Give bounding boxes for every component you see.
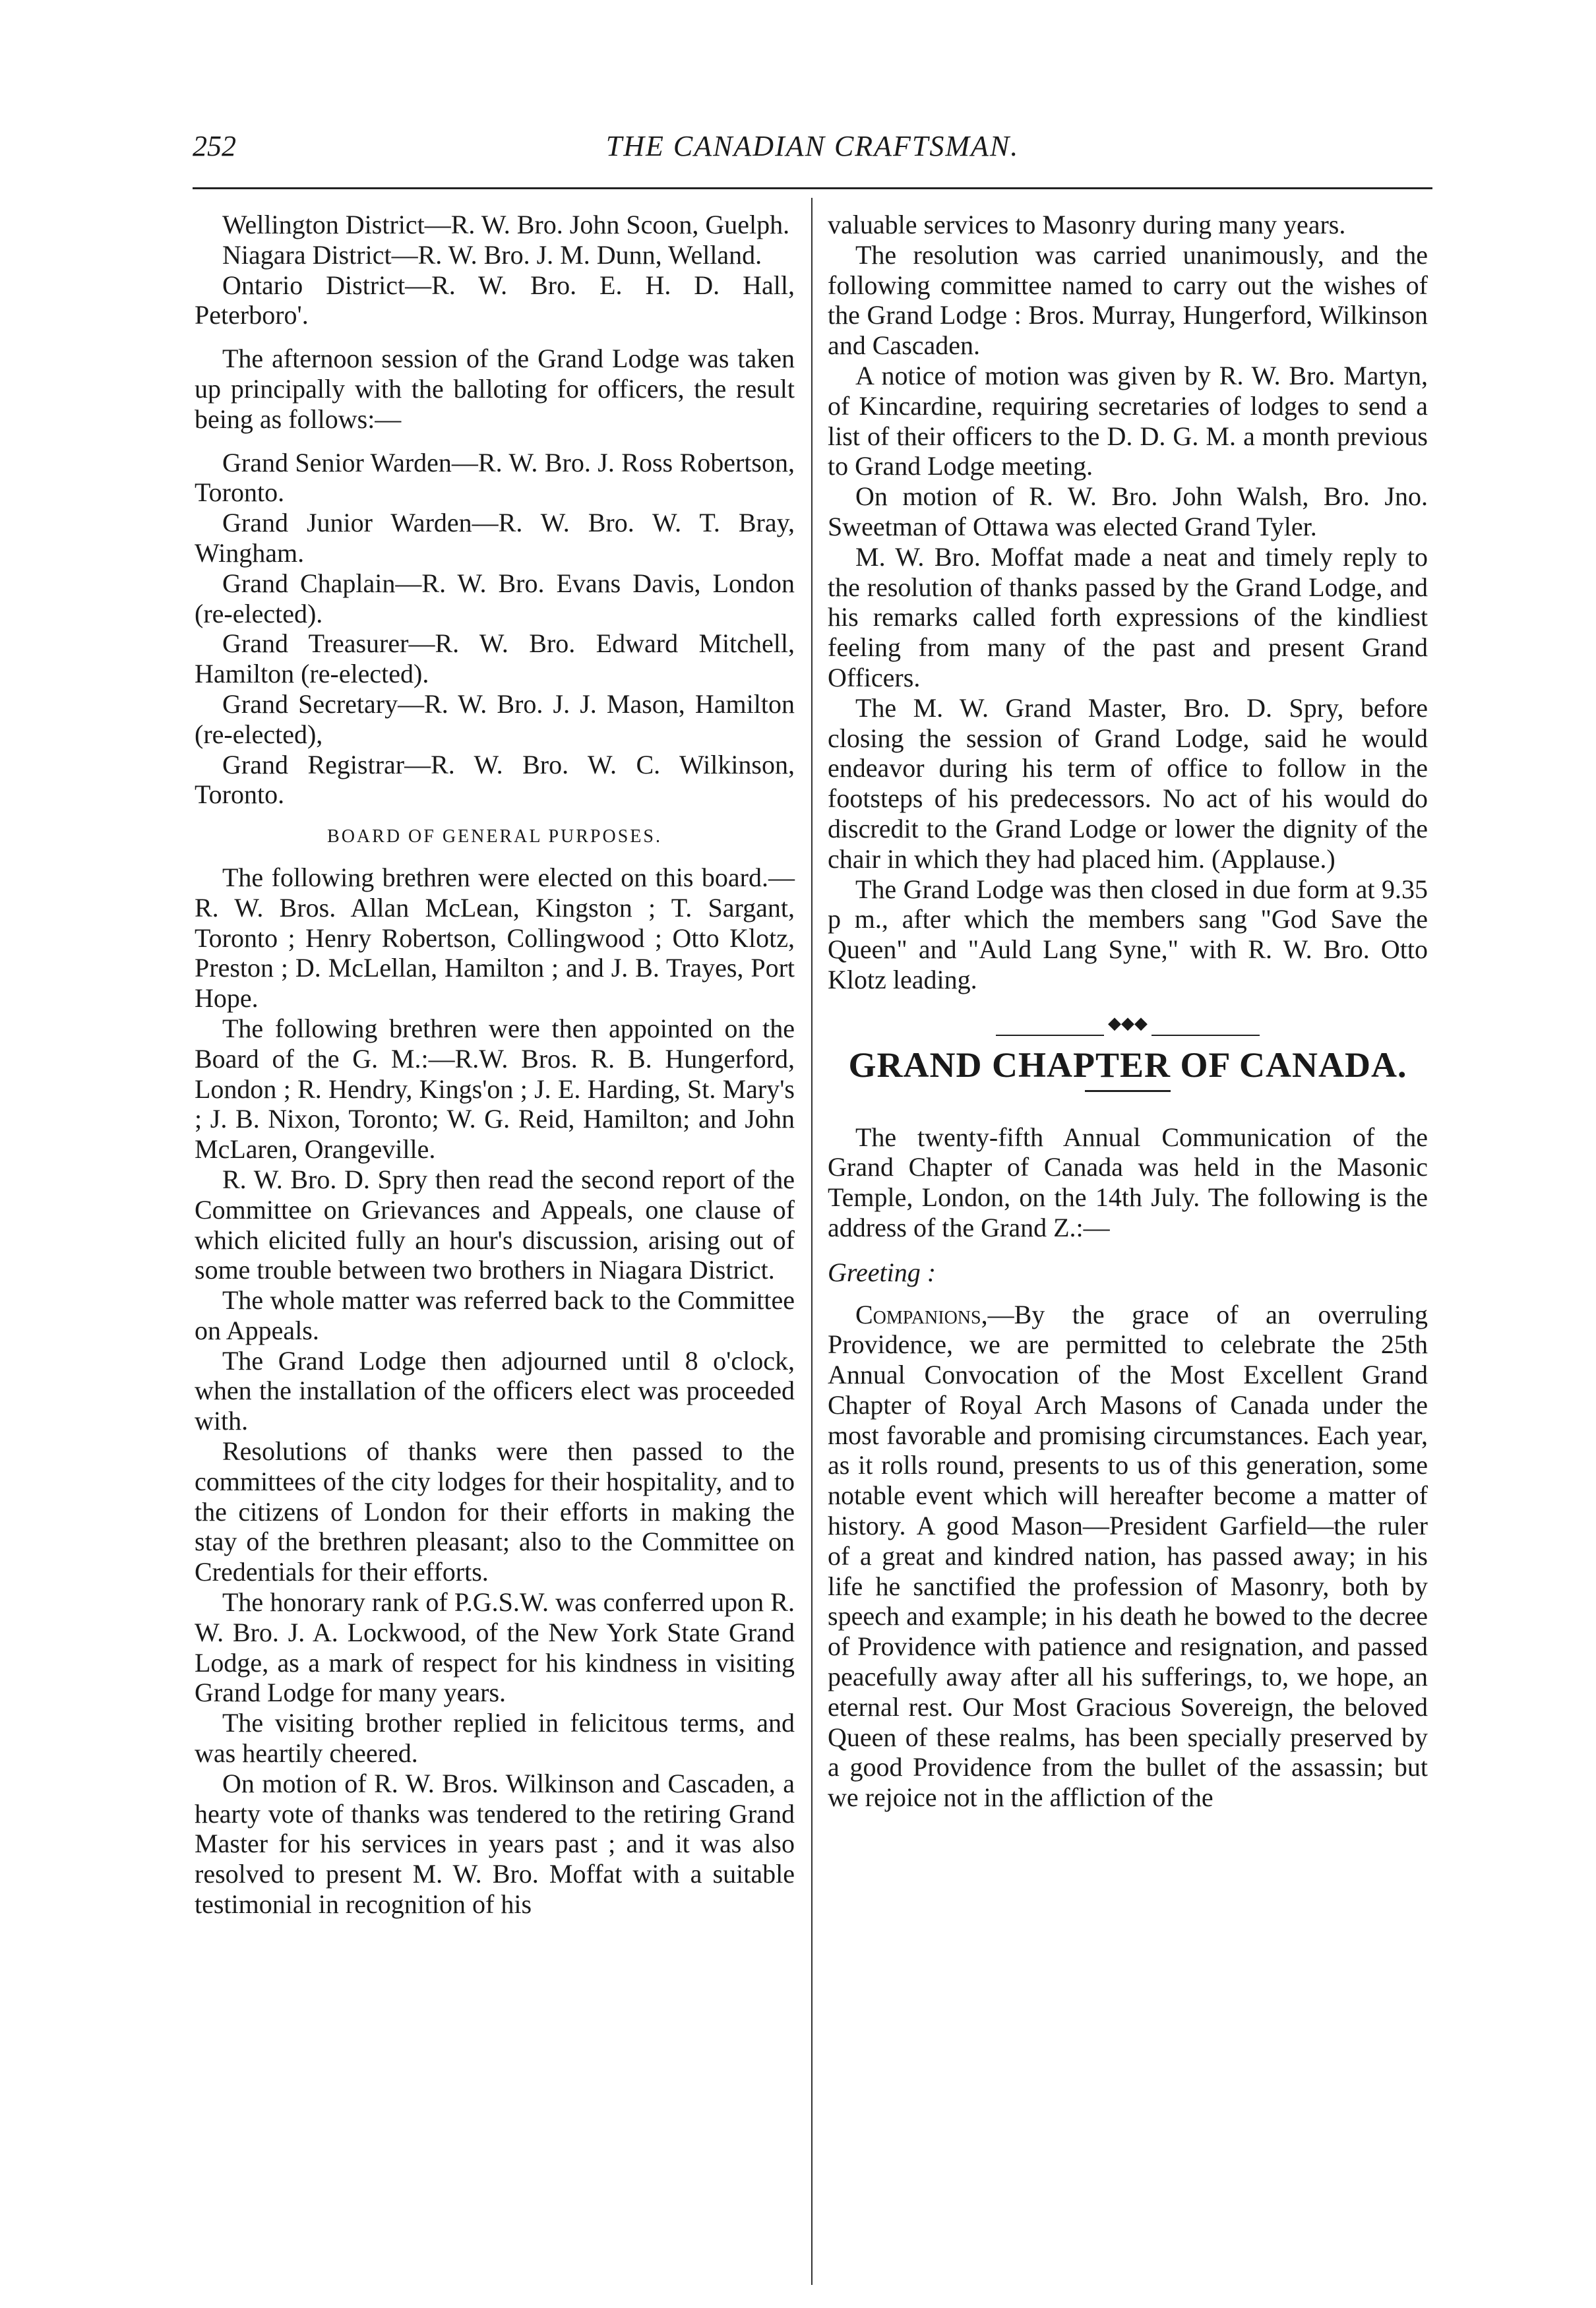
paragraph: Resolutions of thanks were then passed to the committees of the city lodges for their hospitality, and to the citizens of London for their efforts in making the stay of the brethren pleasant; also to the Committee on Credentials for their efforts. bbox=[195, 1436, 795, 1587]
paragraph: The afternoon session of the Grand Lodge was taken up principally with the balloting for officers, the result being as follows:— bbox=[195, 344, 795, 434]
paragraph: Grand Registrar—R. W. Bro. W. C. Wilkinson, Toronto. bbox=[195, 749, 795, 810]
left-column bbox=[195, 210, 795, 1920]
page-header bbox=[193, 129, 1432, 175]
paragraph: On motion of R. W. Bro. John Walsh, Bro. Jno. Sweetman of Ottawa was elected Grand Tyler. bbox=[828, 481, 1428, 541]
paragraph: The visiting brother replied in felicitous terms, and was heartily cheered. bbox=[195, 1708, 795, 1769]
paragraph: valuable services to Masonry during many years. bbox=[828, 210, 1346, 239]
paragraph: The following brethren were then appointed on the Board of the G. M.:—R.W. Bros. R. B. Hungerford, London ; R. Hendry, Kings'on ; J. E. Harding, St. Mary's ; J. B. Nixon, Toronto; W. G. Reid, Hamilton; and John McLaren, Orangeville. bbox=[195, 1013, 795, 1165]
paragraph: The whole matter was referred back to the Committee on Appeals. bbox=[195, 1285, 795, 1345]
diamond-ornament-icon: ◆◆◆ bbox=[1104, 1008, 1151, 1039]
paragraph-lead: Companions, bbox=[855, 1299, 988, 1329]
paragraph: Grand Junior Warden—R. W. Bro. W. T. Bray, Wingham. bbox=[195, 508, 795, 568]
paragraph: Grand Senior Warden—R. W. Bro. J. Ross Robertson, Toronto. bbox=[195, 447, 795, 508]
paragraph: Grand Treasurer—R. W. Bro. Edward Mitchell, Hamilton (re-elected). bbox=[195, 628, 795, 689]
paragraph: A notice of motion was given by R. W. Bro. Martyn, of Kincardine, requiring secretaries of lodges to send a list of their officers to the D. D. G. M. a month previous to Grand Lodge meeting. bbox=[828, 360, 1428, 481]
paragraph: On motion of R. W. Bros. Wilkinson and Cascaden, a hearty vote of thanks was tendered to the retiring Grand Master for his services in years past ; and it was also resolved to present M. W. Bro. Moffat with a suitable testimonial in recognition of his bbox=[195, 1768, 795, 1920]
article-title: GRAND CHAPTER OF CANADA. bbox=[848, 1045, 1407, 1085]
paragraph: The Grand Lodge then adjourned until 8 o'clock, when the installation of the officers elect was proceeded with. bbox=[195, 1345, 795, 1436]
header-rule bbox=[193, 187, 1432, 189]
paragraph-body: —By the grace of an overruling Providence, we are permitted to celebrate the 25th Annual Convocation of the Most Excellent Grand Chapter of Royal Arch Masons of Canada under the most favorable and promising circumstances. Each year, as it rolls round, presents to us of this generation, some notable event which will hereafter become a matter of history. A good Mason—President Garfield—the ruler of a great and kindred nation, has passed away; in his life he sanctified the profession of Masonry, both by speech and example; in his death he bowed to the decree of Providence with patience and resignation, and passed peacefully away after all his sufferings, to, we hope, an eternal rest. Our Most Gracious Sovereign, the beloved Queen of these realms, has been specially preserved by a good Providence from the bullet of the assassin; but we rejoice not in the affliction of the bbox=[828, 1299, 1428, 1813]
paragraph: The Grand Lodge was then closed in due form at 9.35 p m., after which the members sang "God Save the Queen" and "Auld Lang Syne," with R. W. Bro. Otto Klotz leading. bbox=[828, 874, 1428, 994]
right-column bbox=[828, 210, 1428, 1813]
paragraph: The resolution was carried unanimously, and the following committee named to carry out the wishes of the Grand Lodge : Bros. Murray, Hungerford, Wilkinson and Cascaden. bbox=[828, 239, 1428, 361]
page-number: 252 bbox=[193, 130, 236, 162]
salutation: Greeting : bbox=[828, 1257, 936, 1287]
paragraph: Wellington District—R. W. Bro. John Scoon, Guelph. bbox=[222, 210, 790, 239]
section-ornament bbox=[828, 1013, 1428, 1033]
section-heading: BOARD OF GENERAL PURPOSES. bbox=[327, 826, 662, 847]
paragraph: Grand Secretary—R. W. Bro. J. J. Mason, Hamilton (re-elected), bbox=[195, 688, 795, 749]
paragraph bbox=[828, 1300, 1428, 1813]
paragraph: The M. W. Grand Master, Bro. D. Spry, before closing the session of Grand Lodge, said he would endeavor during his term of office to follow in the footsteps of his predecessors. No act of his would do discredit to the Grand Lodge or lower the dignity of the chair in which they had placed him. (Applause.) bbox=[828, 692, 1428, 874]
running-title: THE CANADIAN CRAFTSMAN. bbox=[605, 130, 1020, 162]
title-rule bbox=[1085, 1090, 1171, 1092]
paragraph: The following brethren were elected on this board.—R. W. Bros. Allan McLean, Kingston ; T. Sargant, Toronto ; Henry Robertson, Collingwood ; Otto Klotz, Preston ; D. McLellan, Hamilton ; and J. B. Trayes, Port Hope. bbox=[195, 862, 795, 1014]
paragraph: M. W. Bro. Moffat made a neat and timely reply to the resolution of thanks passed by the Grand Lodge, and his remarks called forth expressions of the kindliest feeling from many of the past and present Grand Officers. bbox=[828, 541, 1428, 692]
paragraph: R. W. Bro. D. Spry then read the second report of the Committee on Grievances and Appeals, one clause of which elicited fully an hour's discussion, arising out of some trouble between two brothers in Niagara District. bbox=[195, 1164, 795, 1285]
paragraph: Ontario District—R. W. Bro. E. H. D. Hall, Peterboro'. bbox=[195, 270, 795, 330]
paragraph: The twenty-fifth Annual Communication of the Grand Chapter of Canada was held in the Masonic Temple, London, on the 14th July. The following is the address of the Grand Z.:— bbox=[828, 1122, 1428, 1242]
paragraph: The honorary rank of P.G.S.W. was conferred upon R. W. Bro. J. A. Lockwood, of the New York State Grand Lodge, as a mark of respect for his kindness in visiting Grand Lodge for many years. bbox=[195, 1587, 795, 1708]
column-divider bbox=[811, 198, 813, 2285]
paragraph: Grand Chaplain—R. W. Bro. Evans Davis, London (re-elected). bbox=[195, 568, 795, 628]
paragraph: Niagara District—R. W. Bro. J. M. Dunn, Welland. bbox=[222, 239, 762, 270]
